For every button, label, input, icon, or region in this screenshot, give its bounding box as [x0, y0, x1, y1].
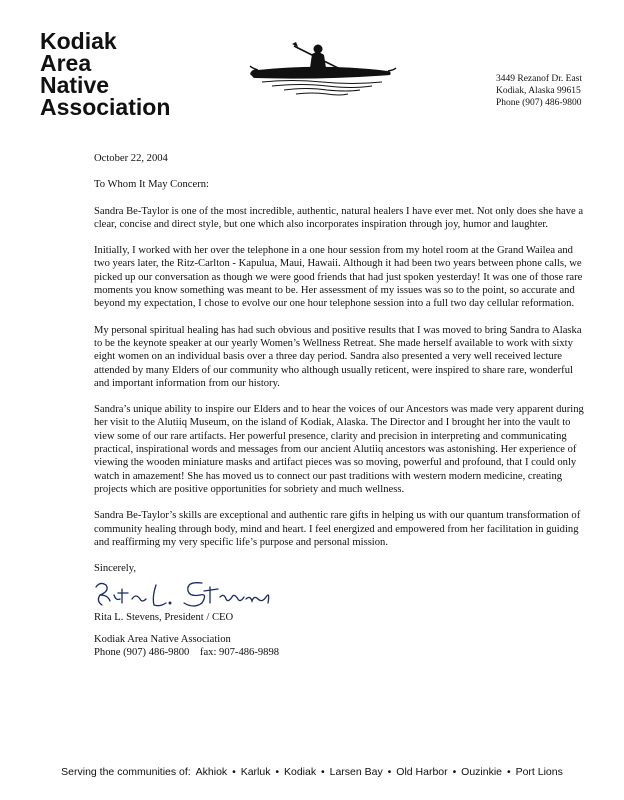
kayak-hunter-logo-icon	[232, 30, 402, 100]
paragraph: Initially, I worked with her over the telephone in a one hour session from my hotel room at the Grand Wailea and two years later, the Ritz-Carlton - Kapulua, Maui, Hawaii. Although it had been two years between phone calls, we picked up our conversation as though we were good friends that had just spoken yesterday! It was one of those rare moments you know something was meant to be. Her assessment of my issues was so to the point, so accurate and beyond my expectation, I chose to evolve our one hour telephone session into a full two day cellular reformation.	[94, 245, 583, 310]
bullet-separator: •	[232, 766, 236, 778]
address-line: 3449 Rezanof Dr. East	[496, 74, 583, 84]
bullet-separator: •	[321, 766, 325, 778]
letter-body	[94, 152, 584, 659]
handwritten-signature	[90, 577, 280, 611]
paragraph: Sandra Be-Taylor is one of the most incredible, authentic, natural healers I have ever met. Not only does she have a clear, concise and direct style, but one which also incorporates inspiration through joy, humor and laughter.	[94, 205, 584, 230]
salutation: To Whom It May Concern:	[94, 179, 209, 191]
bullet-separator: •	[275, 766, 280, 778]
bullet-separator: •	[506, 766, 511, 778]
signer-organization: Kodiak Area Native Association	[94, 633, 231, 645]
org-name-line: Association	[40, 94, 171, 120]
paragraph: My personal spiritual healing has had such obvious and positive results that I was moved to bring Sandra to Alaska to be the keynote speaker at our yearly Women’s Wellness Retreat. She made herself available to work with sixty eight women on an individual basis over a three day period. Sandra also presented a very well received lecture attended by many Elders of our community who although usually reticent, were inspired to share rare, wonderful and important information from our history.	[94, 324, 582, 389]
community-name: Larsen Bay	[329, 766, 383, 778]
bullet-separator: •	[452, 766, 457, 778]
paragraph: Sandra’s unique ability to inspire our Elders and to hear the voices of our Ancestors was made very apparent during her visit to the Alutiiq Museum, on the island of Kodiak, Alaska. The Director and I brought her into the vault to view some of our rare artifacts. Her powerful presence, clarity and precision in interpreting and communicating practical, inspirational words and messages from our ancient Alutiiq ancestors was astonishing. Her experience of viewing the wooden miniature masks and artifact pieces was so moving, powerful and profound, that I could only watch in amazement! She has moved us to connect our past traditions with western modern medicine, creating projects which are positive opportunities for sobriety and much wellness.	[94, 404, 584, 495]
footer-intro: Serving the communities of:	[61, 766, 191, 778]
paragraph: Sandra Be-Taylor’s skills are exceptional and authentic rare gifts in helping us with our quantum transformation of community healing through body, mind and heart. I feel energized and empowered from her facilitation in guiding and reaffirming my very specific life’s purpose and personal mission.	[94, 510, 581, 548]
community-name: Kodiak	[283, 766, 317, 778]
signer-name-title: Rita L. Stevens, President / CEO	[94, 612, 234, 624]
community-name: Karluk	[240, 766, 271, 778]
community-name: Old Harbor	[396, 766, 448, 778]
signer-contact: Phone (907) 486-9800 fax: 907-486-9898	[94, 647, 280, 659]
address-phone: Phone (907) 486-9800	[496, 98, 582, 108]
community-name: Ouzinkie	[461, 766, 503, 778]
closing: Sincerely,	[94, 563, 136, 575]
mailing-address	[496, 73, 582, 109]
organization-name	[40, 30, 170, 118]
footer-communities	[0, 766, 624, 778]
org-name-line: Native	[40, 72, 110, 98]
community-name: Port Lions	[515, 766, 563, 778]
community-name: Akhiok	[195, 766, 228, 778]
letter-date: October 22, 2004	[94, 153, 168, 164]
bullet-separator: •	[387, 766, 392, 778]
org-name-line: Area	[40, 50, 92, 76]
address-line: Kodiak, Alaska 99615	[496, 86, 581, 96]
org-name-line: Kodiak	[40, 28, 117, 54]
